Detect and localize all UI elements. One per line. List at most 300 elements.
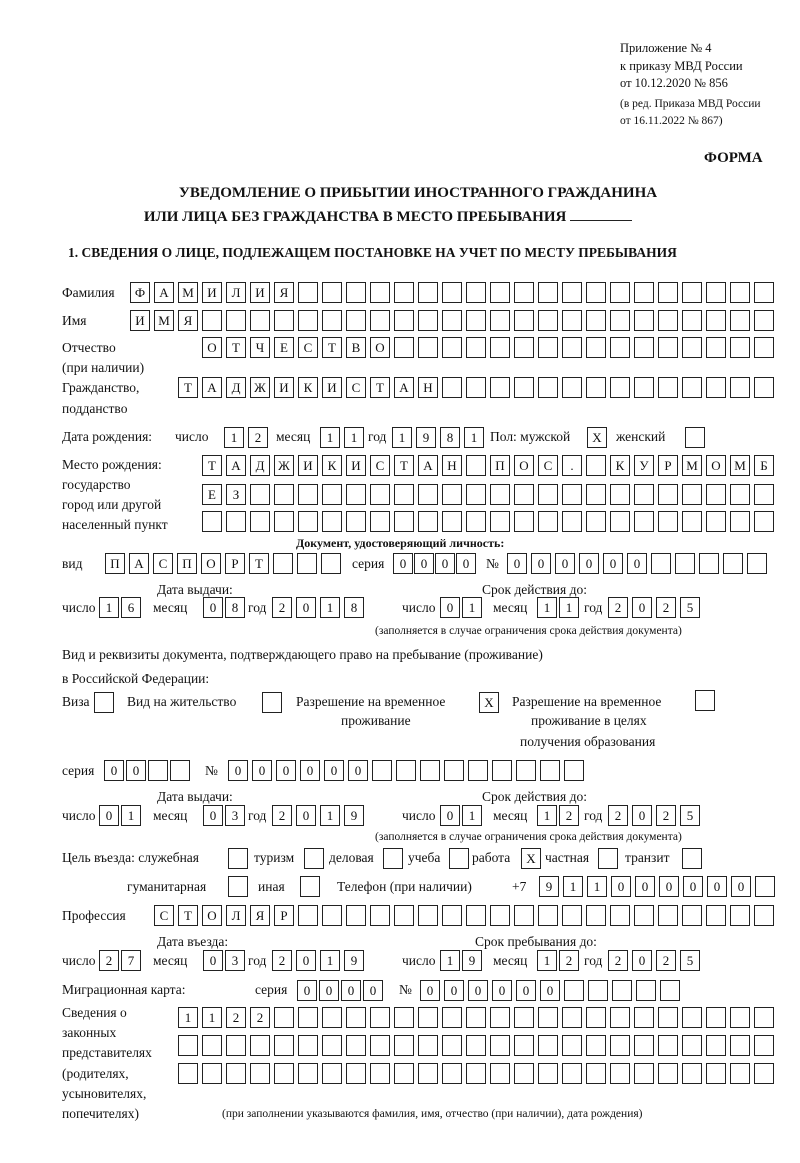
- char-cell[interactable]: [586, 377, 606, 398]
- char-cell[interactable]: Р: [225, 553, 245, 574]
- char-cell[interactable]: 0: [252, 760, 272, 781]
- char-cell[interactable]: [562, 337, 582, 358]
- char-cell[interactable]: [383, 848, 403, 869]
- id-kind-field[interactable]: [105, 553, 345, 574]
- id-series-field[interactable]: [393, 553, 477, 574]
- char-cell[interactable]: [514, 905, 534, 926]
- char-cell[interactable]: С: [346, 377, 366, 398]
- char-cell[interactable]: 3: [225, 805, 245, 826]
- char-cell[interactable]: 1: [320, 427, 340, 448]
- char-cell[interactable]: 0: [341, 980, 361, 1001]
- char-cell[interactable]: [730, 377, 750, 398]
- char-cell[interactable]: 0: [707, 876, 727, 897]
- char-cell[interactable]: [706, 310, 726, 331]
- char-cell[interactable]: [178, 1035, 198, 1056]
- char-cell[interactable]: X: [479, 692, 499, 713]
- char-cell[interactable]: [586, 905, 606, 926]
- char-cell[interactable]: [586, 1007, 606, 1028]
- char-cell[interactable]: [442, 1007, 462, 1028]
- char-cell[interactable]: [418, 282, 438, 303]
- char-cell[interactable]: [660, 980, 680, 1001]
- char-cell[interactable]: Р: [274, 905, 294, 926]
- char-cell[interactable]: [540, 760, 560, 781]
- char-cell[interactable]: [442, 905, 462, 926]
- char-cell[interactable]: И: [130, 310, 150, 331]
- char-cell[interactable]: [298, 511, 318, 532]
- char-cell[interactable]: [562, 377, 582, 398]
- char-cell[interactable]: [658, 905, 678, 926]
- char-cell[interactable]: [658, 484, 678, 505]
- char-cell[interactable]: [706, 905, 726, 926]
- char-cell[interactable]: М: [730, 455, 750, 476]
- char-cell[interactable]: А: [418, 455, 438, 476]
- char-cell[interactable]: [634, 377, 654, 398]
- id-valid-year-field[interactable]: [608, 597, 704, 618]
- char-cell[interactable]: [634, 905, 654, 926]
- char-cell[interactable]: [273, 553, 293, 574]
- place-blank-line[interactable]: [570, 206, 632, 221]
- char-cell[interactable]: [490, 337, 510, 358]
- char-cell[interactable]: 9: [344, 950, 364, 971]
- char-cell[interactable]: [466, 377, 486, 398]
- char-cell[interactable]: А: [154, 282, 174, 303]
- char-cell[interactable]: [562, 1007, 582, 1028]
- char-cell[interactable]: [346, 484, 366, 505]
- char-cell[interactable]: [634, 1035, 654, 1056]
- char-cell[interactable]: [228, 848, 248, 869]
- char-cell[interactable]: [418, 1063, 438, 1084]
- patronymic-field[interactable]: [202, 337, 778, 358]
- char-cell[interactable]: 2: [656, 597, 676, 618]
- id-issue-year-field[interactable]: [272, 597, 368, 618]
- char-cell[interactable]: И: [202, 282, 222, 303]
- char-cell[interactable]: 1: [440, 950, 460, 971]
- char-cell[interactable]: [634, 310, 654, 331]
- char-cell[interactable]: 0: [632, 805, 652, 826]
- char-cell[interactable]: 0: [393, 553, 413, 574]
- female-checkbox[interactable]: [685, 427, 709, 448]
- char-cell[interactable]: 1: [537, 805, 557, 826]
- char-cell[interactable]: [706, 484, 726, 505]
- char-cell[interactable]: [370, 511, 390, 532]
- permit-number-field[interactable]: [228, 760, 588, 781]
- char-cell[interactable]: [754, 377, 774, 398]
- migration-series-field[interactable]: [297, 980, 385, 1001]
- char-cell[interactable]: [706, 1007, 726, 1028]
- char-cell[interactable]: К: [610, 455, 630, 476]
- char-cell[interactable]: 0: [435, 553, 455, 574]
- char-cell[interactable]: 1: [202, 1007, 222, 1028]
- char-cell[interactable]: 1: [178, 1007, 198, 1028]
- char-cell[interactable]: [636, 980, 656, 1001]
- char-cell[interactable]: 2: [656, 950, 676, 971]
- char-cell[interactable]: [442, 282, 462, 303]
- surname-field[interactable]: [130, 282, 778, 303]
- id-valid-day-field[interactable]: [440, 597, 484, 618]
- char-cell[interactable]: 1: [320, 597, 340, 618]
- char-cell[interactable]: [418, 484, 438, 505]
- char-cell[interactable]: [610, 377, 630, 398]
- entry-month-field[interactable]: [203, 950, 247, 971]
- char-cell[interactable]: [516, 760, 536, 781]
- citizenship-field[interactable]: [178, 377, 778, 398]
- char-cell[interactable]: [490, 282, 510, 303]
- char-cell[interactable]: 0: [296, 950, 316, 971]
- char-cell[interactable]: [370, 484, 390, 505]
- char-cell[interactable]: [490, 1063, 510, 1084]
- char-cell[interactable]: [634, 1063, 654, 1084]
- char-cell[interactable]: 9: [416, 427, 436, 448]
- char-cell[interactable]: [490, 511, 510, 532]
- char-cell[interactable]: [370, 282, 390, 303]
- char-cell[interactable]: [586, 282, 606, 303]
- char-cell[interactable]: [754, 1035, 774, 1056]
- char-cell[interactable]: [492, 760, 512, 781]
- char-cell[interactable]: [418, 337, 438, 358]
- char-cell[interactable]: [682, 377, 702, 398]
- char-cell[interactable]: [250, 1063, 270, 1084]
- char-cell[interactable]: [730, 337, 750, 358]
- char-cell[interactable]: Б: [754, 455, 774, 476]
- char-cell[interactable]: 2: [226, 1007, 246, 1028]
- char-cell[interactable]: [538, 1007, 558, 1028]
- char-cell[interactable]: [538, 484, 558, 505]
- char-cell[interactable]: [170, 760, 190, 781]
- char-cell[interactable]: [418, 905, 438, 926]
- birthplace-row-3[interactable]: [202, 511, 778, 532]
- char-cell[interactable]: [370, 1063, 390, 1084]
- migration-number-field[interactable]: [420, 980, 684, 1001]
- char-cell[interactable]: 0: [440, 597, 460, 618]
- char-cell[interactable]: 5: [680, 950, 700, 971]
- char-cell[interactable]: [442, 310, 462, 331]
- visa-checkbox[interactable]: [94, 692, 118, 713]
- char-cell[interactable]: [634, 282, 654, 303]
- char-cell[interactable]: Я: [178, 310, 198, 331]
- purpose-study-checkbox[interactable]: [449, 848, 473, 869]
- char-cell[interactable]: [442, 377, 462, 398]
- char-cell[interactable]: [490, 1007, 510, 1028]
- char-cell[interactable]: [490, 484, 510, 505]
- char-cell[interactable]: 0: [348, 760, 368, 781]
- purpose-business-checkbox[interactable]: [383, 848, 407, 869]
- char-cell[interactable]: [444, 760, 464, 781]
- char-cell[interactable]: 0: [611, 876, 631, 897]
- char-cell[interactable]: [250, 511, 270, 532]
- char-cell[interactable]: [754, 1063, 774, 1084]
- char-cell[interactable]: [586, 1063, 606, 1084]
- char-cell[interactable]: 2: [272, 950, 292, 971]
- char-cell[interactable]: [610, 1035, 630, 1056]
- char-cell[interactable]: 0: [276, 760, 296, 781]
- char-cell[interactable]: 9: [462, 950, 482, 971]
- char-cell[interactable]: [682, 848, 702, 869]
- char-cell[interactable]: 9: [539, 876, 559, 897]
- char-cell[interactable]: [754, 282, 774, 303]
- char-cell[interactable]: 0: [126, 760, 146, 781]
- char-cell[interactable]: [695, 690, 715, 711]
- char-cell[interactable]: 0: [683, 876, 703, 897]
- char-cell[interactable]: [262, 692, 282, 713]
- char-cell[interactable]: [562, 1063, 582, 1084]
- char-cell[interactable]: [706, 511, 726, 532]
- char-cell[interactable]: О: [202, 337, 222, 358]
- char-cell[interactable]: [706, 377, 726, 398]
- char-cell[interactable]: [490, 310, 510, 331]
- char-cell[interactable]: 1: [563, 876, 583, 897]
- char-cell[interactable]: [442, 484, 462, 505]
- char-cell[interactable]: П: [105, 553, 125, 574]
- char-cell[interactable]: [418, 511, 438, 532]
- char-cell[interactable]: [610, 337, 630, 358]
- char-cell[interactable]: 0: [296, 805, 316, 826]
- char-cell[interactable]: [754, 905, 774, 926]
- char-cell[interactable]: [250, 1035, 270, 1056]
- char-cell[interactable]: [538, 337, 558, 358]
- char-cell[interactable]: [658, 337, 678, 358]
- char-cell[interactable]: [730, 1007, 750, 1028]
- char-cell[interactable]: [370, 1007, 390, 1028]
- char-cell[interactable]: [730, 282, 750, 303]
- char-cell[interactable]: [658, 1035, 678, 1056]
- char-cell[interactable]: [322, 282, 342, 303]
- char-cell[interactable]: [612, 980, 632, 1001]
- char-cell[interactable]: [394, 282, 414, 303]
- char-cell[interactable]: Т: [178, 377, 198, 398]
- char-cell[interactable]: С: [538, 455, 558, 476]
- phone-field[interactable]: [539, 876, 779, 897]
- char-cell[interactable]: 1: [99, 597, 119, 618]
- char-cell[interactable]: 0: [516, 980, 536, 1001]
- char-cell[interactable]: [321, 553, 341, 574]
- char-cell[interactable]: [394, 337, 414, 358]
- char-cell[interactable]: О: [201, 553, 221, 574]
- char-cell[interactable]: [514, 511, 534, 532]
- representatives-row-3[interactable]: [178, 1063, 778, 1084]
- char-cell[interactable]: [297, 553, 317, 574]
- char-cell[interactable]: А: [129, 553, 149, 574]
- char-cell[interactable]: Р: [658, 455, 678, 476]
- char-cell[interactable]: [564, 980, 584, 1001]
- id-valid-month-field[interactable]: [537, 597, 581, 618]
- char-cell[interactable]: 1: [224, 427, 244, 448]
- char-cell[interactable]: [274, 1035, 294, 1056]
- char-cell[interactable]: 1: [320, 950, 340, 971]
- char-cell[interactable]: [634, 337, 654, 358]
- char-cell[interactable]: [274, 310, 294, 331]
- char-cell[interactable]: [298, 282, 318, 303]
- char-cell[interactable]: Е: [274, 337, 294, 358]
- char-cell[interactable]: М: [178, 282, 198, 303]
- char-cell[interactable]: Т: [249, 553, 269, 574]
- char-cell[interactable]: [274, 511, 294, 532]
- char-cell[interactable]: [370, 310, 390, 331]
- char-cell[interactable]: [490, 1035, 510, 1056]
- char-cell[interactable]: 0: [319, 980, 339, 1001]
- char-cell[interactable]: [586, 1035, 606, 1056]
- char-cell[interactable]: [202, 310, 222, 331]
- char-cell[interactable]: [346, 1035, 366, 1056]
- char-cell[interactable]: [418, 310, 438, 331]
- stay-year-field[interactable]: [608, 950, 704, 971]
- char-cell[interactable]: [418, 1035, 438, 1056]
- char-cell[interactable]: [658, 282, 678, 303]
- permit-series-field[interactable]: [104, 760, 192, 781]
- char-cell[interactable]: [610, 310, 630, 331]
- char-cell[interactable]: [730, 511, 750, 532]
- char-cell[interactable]: [226, 511, 246, 532]
- char-cell[interactable]: [682, 511, 702, 532]
- char-cell[interactable]: [514, 1063, 534, 1084]
- char-cell[interactable]: 0: [444, 980, 464, 1001]
- char-cell[interactable]: [514, 310, 534, 331]
- birthplace-row-1[interactable]: [202, 455, 778, 476]
- char-cell[interactable]: А: [202, 377, 222, 398]
- permit-valid-day-field[interactable]: [440, 805, 484, 826]
- char-cell[interactable]: 0: [420, 980, 440, 1001]
- char-cell[interactable]: Н: [442, 455, 462, 476]
- char-cell[interactable]: Ч: [250, 337, 270, 358]
- char-cell[interactable]: Ф: [130, 282, 150, 303]
- char-cell[interactable]: [754, 337, 774, 358]
- char-cell[interactable]: [346, 1007, 366, 1028]
- char-cell[interactable]: [682, 282, 702, 303]
- char-cell[interactable]: [300, 876, 320, 897]
- char-cell[interactable]: 2: [250, 1007, 270, 1028]
- char-cell[interactable]: [394, 1035, 414, 1056]
- char-cell[interactable]: 7: [121, 950, 141, 971]
- char-cell[interactable]: [322, 1063, 342, 1084]
- char-cell[interactable]: 0: [635, 876, 655, 897]
- char-cell[interactable]: [346, 1063, 366, 1084]
- char-cell[interactable]: [682, 1035, 702, 1056]
- char-cell[interactable]: [346, 511, 366, 532]
- char-cell[interactable]: 0: [603, 553, 623, 574]
- char-cell[interactable]: [466, 905, 486, 926]
- char-cell[interactable]: [226, 1035, 246, 1056]
- char-cell[interactable]: [468, 760, 488, 781]
- char-cell[interactable]: [562, 310, 582, 331]
- char-cell[interactable]: [699, 553, 719, 574]
- char-cell[interactable]: [538, 905, 558, 926]
- char-cell[interactable]: [514, 337, 534, 358]
- char-cell[interactable]: 2: [272, 597, 292, 618]
- char-cell[interactable]: 1: [320, 805, 340, 826]
- char-cell[interactable]: 0: [555, 553, 575, 574]
- char-cell[interactable]: [514, 377, 534, 398]
- char-cell[interactable]: [610, 484, 630, 505]
- char-cell[interactable]: 1: [392, 427, 412, 448]
- char-cell[interactable]: А: [226, 455, 246, 476]
- char-cell[interactable]: Т: [370, 377, 390, 398]
- char-cell[interactable]: [394, 484, 414, 505]
- char-cell[interactable]: И: [250, 282, 270, 303]
- char-cell[interactable]: [610, 282, 630, 303]
- char-cell[interactable]: 0: [731, 876, 751, 897]
- char-cell[interactable]: [250, 310, 270, 331]
- char-cell[interactable]: 0: [440, 805, 460, 826]
- char-cell[interactable]: 0: [296, 597, 316, 618]
- char-cell[interactable]: [723, 553, 743, 574]
- char-cell[interactable]: [298, 1063, 318, 1084]
- char-cell[interactable]: 1: [537, 597, 557, 618]
- char-cell[interactable]: [322, 310, 342, 331]
- char-cell[interactable]: [706, 1035, 726, 1056]
- char-cell[interactable]: [706, 1063, 726, 1084]
- char-cell[interactable]: 0: [531, 553, 551, 574]
- char-cell[interactable]: [586, 337, 606, 358]
- char-cell[interactable]: 1: [537, 950, 557, 971]
- char-cell[interactable]: Е: [202, 484, 222, 505]
- profession-field[interactable]: [154, 905, 778, 926]
- representatives-row-1[interactable]: [178, 1007, 778, 1028]
- char-cell[interactable]: [442, 511, 462, 532]
- char-cell[interactable]: 0: [297, 980, 317, 1001]
- char-cell[interactable]: [94, 692, 114, 713]
- char-cell[interactable]: [682, 310, 702, 331]
- char-cell[interactable]: [588, 980, 608, 1001]
- char-cell[interactable]: [420, 760, 440, 781]
- char-cell[interactable]: 2: [248, 427, 268, 448]
- char-cell[interactable]: 1: [462, 597, 482, 618]
- entry-year-field[interactable]: [272, 950, 368, 971]
- char-cell[interactable]: А: [394, 377, 414, 398]
- char-cell[interactable]: Я: [274, 282, 294, 303]
- char-cell[interactable]: Т: [202, 455, 222, 476]
- char-cell[interactable]: 5: [680, 805, 700, 826]
- char-cell[interactable]: [730, 1063, 750, 1084]
- char-cell[interactable]: [514, 484, 534, 505]
- char-cell[interactable]: 8: [440, 427, 460, 448]
- char-cell[interactable]: 0: [456, 553, 476, 574]
- char-cell[interactable]: [298, 310, 318, 331]
- char-cell[interactable]: О: [706, 455, 726, 476]
- char-cell[interactable]: [466, 511, 486, 532]
- birth-day-field[interactable]: [224, 427, 272, 448]
- char-cell[interactable]: К: [322, 455, 342, 476]
- char-cell[interactable]: X: [521, 848, 541, 869]
- char-cell[interactable]: 0: [492, 980, 512, 1001]
- char-cell[interactable]: 0: [203, 805, 223, 826]
- char-cell[interactable]: [298, 1007, 318, 1028]
- char-cell[interactable]: [610, 511, 630, 532]
- char-cell[interactable]: [178, 1063, 198, 1084]
- char-cell[interactable]: 2: [559, 950, 579, 971]
- char-cell[interactable]: М: [682, 455, 702, 476]
- permit-issue-year-field[interactable]: [272, 805, 368, 826]
- char-cell[interactable]: [466, 337, 486, 358]
- char-cell[interactable]: [394, 905, 414, 926]
- char-cell[interactable]: [538, 377, 558, 398]
- char-cell[interactable]: Л: [226, 905, 246, 926]
- char-cell[interactable]: 2: [99, 950, 119, 971]
- char-cell[interactable]: [730, 1035, 750, 1056]
- char-cell[interactable]: [466, 455, 486, 476]
- purpose-private-checkbox[interactable]: [598, 848, 622, 869]
- char-cell[interactable]: 0: [104, 760, 124, 781]
- char-cell[interactable]: [730, 905, 750, 926]
- char-cell[interactable]: [250, 484, 270, 505]
- purpose-humanitarian-checkbox[interactable]: [228, 876, 252, 897]
- stay-day-field[interactable]: [440, 950, 484, 971]
- char-cell[interactable]: [346, 905, 366, 926]
- id-issue-month-field[interactable]: [203, 597, 247, 618]
- char-cell[interactable]: [514, 282, 534, 303]
- char-cell[interactable]: [538, 310, 558, 331]
- char-cell[interactable]: [394, 1007, 414, 1028]
- char-cell[interactable]: [466, 484, 486, 505]
- char-cell[interactable]: [586, 511, 606, 532]
